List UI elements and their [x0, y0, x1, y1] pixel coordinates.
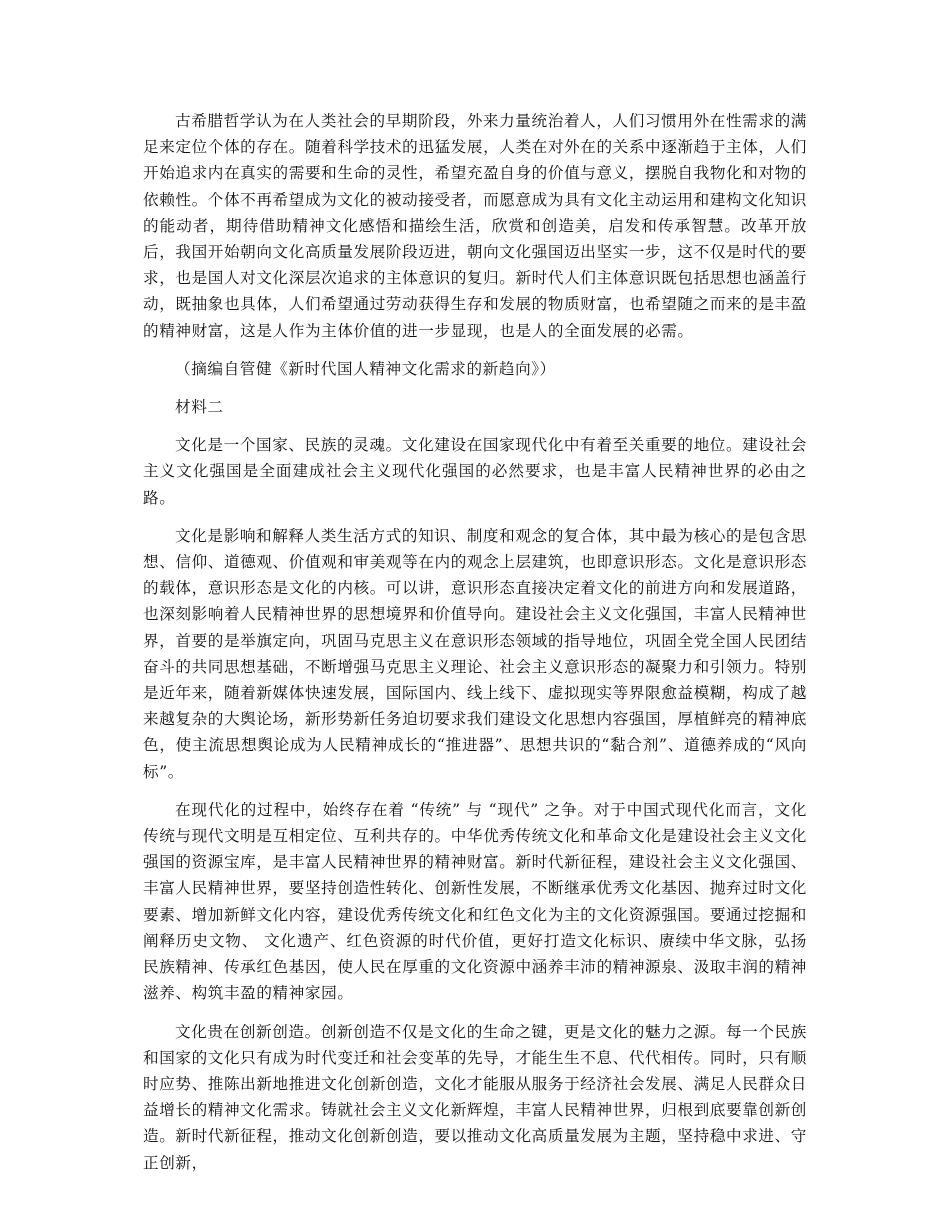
paragraph-innovation: 文化贵在创新创造。创新创造不仅是文化的生命之键，更是文化的魅力之源。每一个民族和国家的文化只有成为时代变迁和社会变革的先导，才能生生不息、代代相传。同时，只有顺时应势、推陈出新地推进文化创新创造，文化才能服从服务于经济社会发展、满足人民群众日益增长的精神文化需求。铸就社会主义文化新辉煌，丰富人民精神世界，归根到底要靠创新创造。新时代新征程，推动文化创新创造，要以推动文化高质量发展为主题，坚持稳中求进、守正创新，: [143, 1022, 807, 1172]
paragraph-material-one-conclusion: 古希腊哲学认为在人类社会的早期阶段，外来力量统治着人，人们习惯用外在性需求的满足来定位个体的存在。随着科学技术的迅猛发展，人类在对外在的关系中逐渐趋于主体，人们开始追求内在真实的需要和生命的灵性，希望充盈自身的价值与意义，摆脱自我物化和对物的依赖性。个体不再希望成为文化的被动接受者，而愿意成为具有文化主动运用和建构文化知识的能动者，期待借助精神文化感悟和描绘生活，欣赏和创造美，启发和传承智慧。改革开放后，我国开始朝向文化高质量发展阶段迈进，朝向文化强国迈出坚实一步，这不仅是时代的要求，也是国人对文化深层次追求的主体意识的复归。新时代人们主体意识既包括思想也涵盖行动，既抽象也具体，人们希望通过劳动获得生存和发展的物质财富，也希望随之而来的是丰盈的精神财富，这是人作为主体价值的进一步显现，也是人的全面发展的必需。: [143, 112, 807, 340]
paragraph-tradition-modernity: 在现代化的过程中，始终存在着 “传统” 与 “现代” 之争。对于中国式现代化而言，文化传统与现代文明是互相定位、互利共存的。中华优秀传统文化和革命文化是建设社会主义文化强国的资源宝库，是丰富人民精神世界的精神财富。新时代新征程，建设社会主义文化强国、丰富人民精神世界，要坚持创造性转化、创新性发展，不断继承优秀文化基因、抛弃过时文化要素、增加新鲜文化内容，建设优秀传统文化和红色文化为主的文化资源强国。要通过挖掘和阐释历史文物、 文化遗产、红色资源的时代价值，更好打造文化标识、赓续中华文脉，弘扬民族精神、传承红色基因，使人民在厚重的文化资源中涵养丰沛的精神源泉、汲取丰润的精神滋养、构筑丰盈的精神家园。: [143, 800, 807, 1003]
source-citation: （摘编自管健《新时代国人精神文化需求的新趋向》）: [175, 359, 556, 378]
section-heading-material-two: 材料二: [175, 398, 224, 417]
paragraph-ideology: 文化是影响和解释人类生活方式的知识、制度和观念的复合体，其中最为核心的是包含思想、信仰、道德观、价值观和审美观等在内的观念上层建筑，也即意识形态。文化是意识形态的载体，意识形态是文化的内核。可以讲，意识形态直接决定着文化的前进方向和发展道路，也深刻影响着人民精神世界的思想境界和价值导向。建设社会主义文化强国，丰富人民精神世界，首要的是举旗定向，巩固马克思主义在意识形态领域的指导地位，巩固全党全国人民团结奋斗的共同思想基础，不断增强马克思主义理论、社会主义意识形态的凝聚力和引领力。特别是近年来，随着新媒体快速发展，国际国内、线上线下、虚拟现实等界限愈益模糊，构成了越来越复杂的大舆论场，新形势新任务迫切要求我们建设文化思想内容强国，厚植鲜亮的精神底色，使主流思想舆论成为人民精神成长的“推进器”、思想共识的“黏合剂”、道德养成的“风向标”。: [143, 526, 807, 781]
document-body: [143, 108, 807, 1188]
paragraph-culture-soul: 文化是一个国家、民族的灵魂。文化建设在国家现代化中有着至关重要的地位。建设社会主义文化强国是全面建成社会主义现代化强国的必然要求，也是丰富人民精神世界的必由之路。: [143, 436, 807, 507]
